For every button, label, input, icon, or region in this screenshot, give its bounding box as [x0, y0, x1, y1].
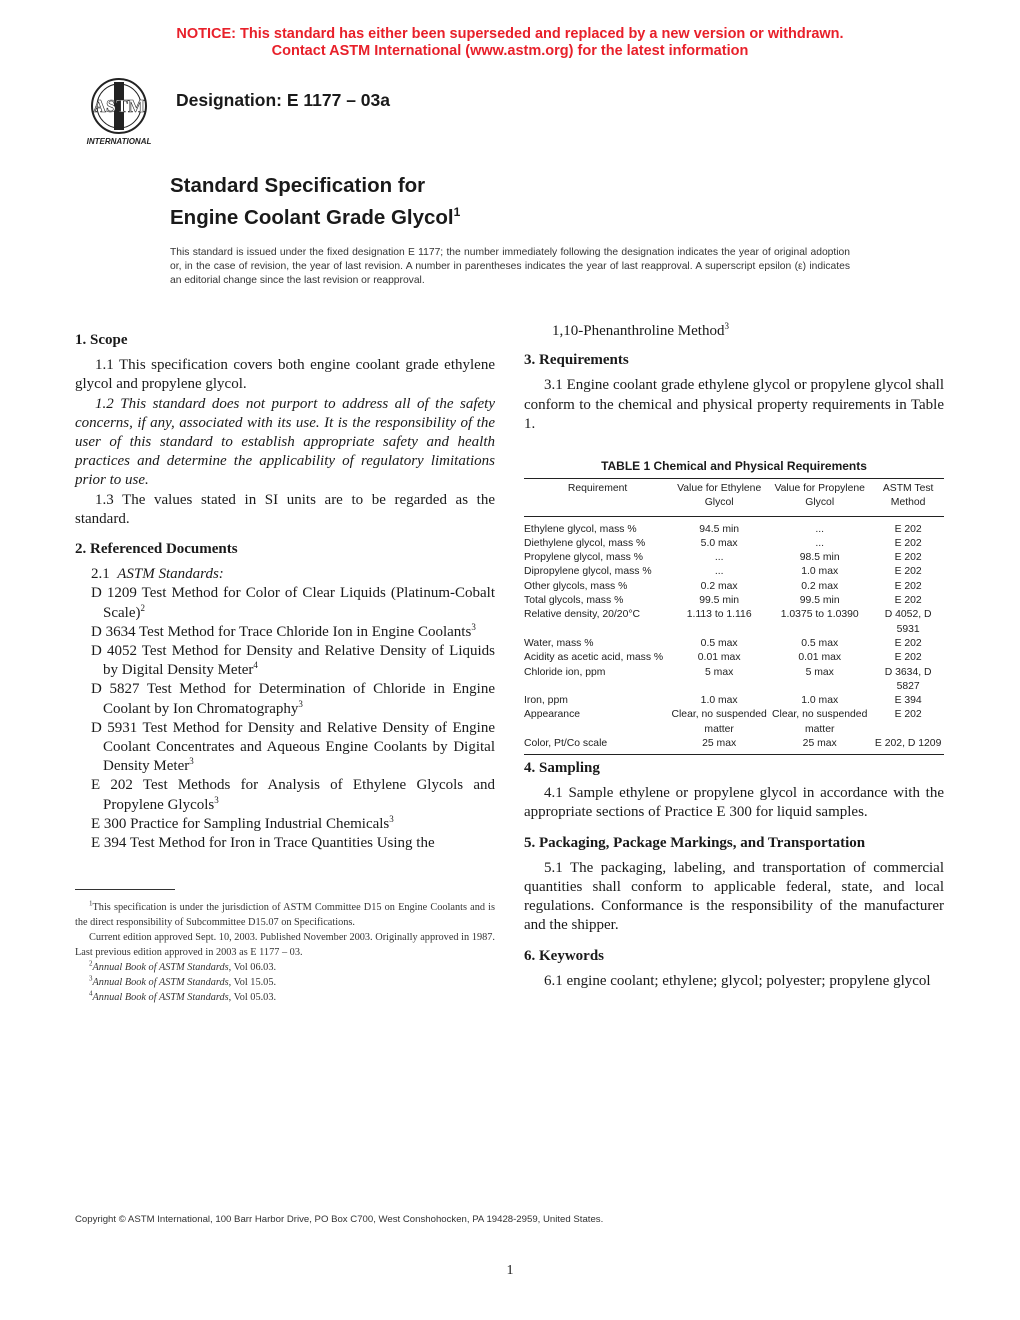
table-row	[524, 694, 944, 708]
requirements-3-1: 3.1 Engine coolant grade ethylene glycol or propylene glycol shall conform to the chemical and physical property requirements in Table 1.	[524, 377, 944, 432]
table-cell: 0.2 max	[801, 580, 839, 592]
packaging-heading: 5. Packaging, Package Markings, and Transportation	[524, 834, 866, 851]
title-line-1: Standard Specification for	[170, 174, 426, 197]
table-cell: Dipropylene glycol, mass %	[524, 566, 652, 578]
table-cell: 5.0 max	[700, 537, 738, 549]
requirements-table	[524, 478, 944, 755]
table-cell: Other glycols, mass %	[524, 580, 628, 592]
right-column	[524, 322, 944, 434]
scope-1-2: 1.2 This standard does not purport to address all of the safety concerns, if any, associated with its use. It is the responsibility of the user of this standard to establish appropriate safety and health practices and determine the applicability of regulatory limitations prior to use.	[75, 395, 495, 489]
table-cell: E 202	[894, 523, 922, 535]
ref-item: D 3634 Test Method for Trace Chloride Ion in Engine Coolants$^3$	[91, 621, 476, 640]
keywords-heading: 6. Keywords	[524, 947, 604, 964]
table-cell: 25 max	[767, 737, 872, 755]
packaging-5-1: 5.1 The packaging, labeling, and transportation of commercial quantities shall conform to applicable federal, state, and local regulations. Conformance is the responsibility of the manufacturer and the shipper.	[524, 859, 944, 934]
table-cell: ...	[815, 523, 825, 535]
ref-item: E 202 Test Methods for Analysis of Ethylene Glycols and Propylene Glycols$^3$	[91, 777, 495, 813]
col-header: Value for Ethylene Glycol	[671, 479, 767, 517]
table-row	[524, 551, 944, 565]
footnote: $^2$Annual Book of ASTM Standards, Vol 06.03.	[89, 959, 277, 973]
ref-item: D 5931 Test Method for Density and Relative Density of Engine Coolant Concentrates and Aqueous Engine Coolants by Digital Density Meter$^3$	[91, 719, 495, 775]
sampling-4-1: 4.1 Sample ethylene or propylene glycol in accordance with the appropriate sections of Practice E 300 for liquid samples.	[524, 785, 944, 821]
table-row	[524, 608, 944, 637]
footnotes	[75, 900, 495, 1005]
refs-heading: 2. Referenced Documents	[75, 541, 238, 558]
keywords-6-1: 6.1 engine coolant; ethylene; glycol; polyester; propylene glycol	[544, 972, 931, 989]
table-cell: Total glycols, mass %	[524, 595, 624, 607]
left-column	[75, 322, 495, 853]
table-cell: Relative density, 20/20°C	[524, 609, 641, 621]
ref-item: D 1209 Test Method for Color of Clear Liquids (Platinum-Cobalt Scale)$^2$	[91, 585, 495, 621]
copyright: Copyright © ASTM International, 100 Barr Harbor Drive, PO Box C700, West Conshohocken, PA 19428-2959, United States.	[75, 1214, 604, 1225]
table-cell: E 394	[894, 695, 922, 707]
ref-item: D 4052 Test Method for Density and Relative Density of Liquids by Digital Density Meter$^4$	[91, 643, 495, 679]
right-column-lower	[524, 750, 944, 991]
table-cell: E 202	[894, 652, 922, 664]
ref-continuation: 1,10-Phenanthroline Method$^3$	[552, 321, 729, 339]
scope-1-1: 1.1 This specification covers both engine coolant grade ethylene glycol and propylene glycol.	[75, 357, 495, 393]
table-cell: E 202	[894, 552, 922, 564]
footnote: Current edition approved Sept. 10, 2003. Published November 2003. Originally approved in 1987. Last previous edition approved in 2003 as E 1177 – 03.	[75, 932, 495, 958]
table-cell: D 3634, D 5827	[884, 666, 932, 692]
table-cell: 98.5 min	[799, 552, 840, 564]
table-cell: E 202	[894, 566, 922, 578]
table-cell: 0.01 max	[798, 652, 842, 664]
table-cell: Appearance	[524, 709, 581, 721]
table-cell: E 202	[894, 580, 922, 592]
reference-list	[75, 584, 495, 853]
table-cell: Color, Pt/Co scale	[524, 737, 671, 755]
table-header-row	[524, 479, 944, 517]
table-cell: Ethylene glycol, mass %	[524, 523, 637, 535]
requirements-heading: 3. Requirements	[524, 352, 629, 369]
ref-item: E 300 Practice for Sampling Industrial Chemicals$^3$	[91, 813, 394, 832]
table-row	[524, 565, 944, 579]
table-row	[524, 637, 944, 651]
footnote: $^1$This specification is under the jurisdiction of ASTM Committee D15 on Engine Coolants and is the direct responsibility of Subcommittee D15.07 on Specifications.	[75, 899, 495, 928]
table-cell: Diethylene glycol, mass %	[524, 537, 646, 549]
table-cell: E 202	[894, 637, 922, 649]
designation: Designation: E 1177 – 03a	[176, 90, 390, 110]
page-number: 1	[506, 1263, 514, 1278]
table-cell: 1.0375 to 1.0390	[780, 609, 859, 621]
col-header: ASTM Test Method	[872, 479, 944, 517]
document-title	[170, 173, 460, 231]
table-cell: 1.113 to 1.116	[686, 609, 752, 621]
table-cell: 25 max	[671, 737, 767, 755]
title-line-2: Engine Coolant Grade Glycol$^1$	[170, 205, 461, 229]
table-cell: ...	[815, 537, 825, 549]
refs-intro: 2.1 ASTM Standards:	[91, 566, 224, 583]
table-cell: 1.0 max	[801, 695, 839, 707]
table-cell: E 202	[894, 595, 922, 607]
ref-item: E 394 Test Method for Iron in Trace Quantities Using the	[91, 835, 435, 852]
footnote: $^4$Annual Book of ASTM Standards, Vol 05.03.	[89, 989, 277, 1003]
footnote-divider	[75, 889, 175, 890]
table-cell: 0.5 max	[801, 637, 839, 649]
table-cell: Propylene glycol, mass %	[524, 552, 643, 564]
table-row	[524, 594, 944, 608]
scope-1-3: 1.3 The values stated in SI units are to be regarded as the standard.	[75, 491, 495, 527]
table-cell: E 202	[894, 709, 922, 721]
table-cell: D 4052, D 5931	[884, 609, 932, 635]
preamble: This standard is issued under the fixed designation E 1177; the number immediately following the designation indicates the year of original adoption or, in the case of revision, the year of last revision. A number in parentheses indicates the year of last reapproval. A superscript epsilon (ε) indicates an editorial change since the last revision or reapproval.	[170, 247, 850, 287]
table-cell: Clear, no suspended matter	[671, 709, 767, 735]
table-row	[524, 516, 944, 537]
scope-heading: 1. Scope	[75, 332, 128, 348]
table-cell: 5 max	[705, 666, 734, 678]
table-cell: 1.0 max	[700, 695, 738, 707]
table-cell: E 202	[894, 537, 922, 549]
table-cell: 0.01 max	[697, 652, 741, 664]
table-cell: 5 max	[805, 666, 834, 678]
table-cell: E 202, D 1209	[872, 737, 944, 755]
table-cell: Chloride ion, ppm	[524, 666, 606, 678]
table-cell: 99.5 min	[799, 595, 840, 607]
table-title: TABLE 1 Chemical and Physical Requirements	[601, 459, 867, 473]
notice-line-1: NOTICE: This standard has either been superseded and replaced by a new version or withdrawn.	[176, 26, 844, 42]
notice-line-2: Contact ASTM International (www.astm.org) for the latest information	[271, 43, 749, 59]
logo-subtext: INTERNATIONAL	[86, 137, 152, 146]
table-row	[524, 580, 944, 594]
table-row	[524, 651, 944, 665]
table-cell: Iron, ppm	[524, 695, 568, 707]
col-header: Value for Propylene Glycol	[767, 479, 872, 517]
table-cell: 94.5 min	[699, 523, 740, 535]
logo-letters: ASTM	[92, 96, 146, 116]
table-cell: Acidity as acetic acid, mass %	[524, 652, 664, 664]
title-footnote-marker: 1	[453, 205, 461, 219]
table-cell: 0.2 max	[700, 580, 738, 592]
col-header: Requirement	[524, 479, 671, 517]
sampling-heading: 4. Sampling	[524, 760, 600, 776]
table-cell: Clear, no suspended matter	[772, 709, 868, 735]
table-cell: 99.5 min	[699, 595, 740, 607]
table-row	[524, 708, 944, 737]
table-cell: 1.0 max	[801, 566, 839, 578]
table-cell: ...	[714, 552, 724, 564]
table-row	[524, 666, 944, 695]
ref-item: D 5827 Test Method for Determination of Chloride in Engine Coolant by Ion Chromatography$^3$	[91, 681, 495, 717]
table-row	[524, 537, 944, 551]
astm-logo	[78, 76, 160, 148]
table-cell: ...	[714, 566, 724, 578]
footnote: $^3$Annual Book of ASTM Standards, Vol 15.05.	[89, 974, 277, 988]
table-cell: Water, mass %	[524, 637, 594, 649]
withdrawal-notice	[0, 26, 1020, 60]
table-cell: 0.5 max	[700, 637, 738, 649]
